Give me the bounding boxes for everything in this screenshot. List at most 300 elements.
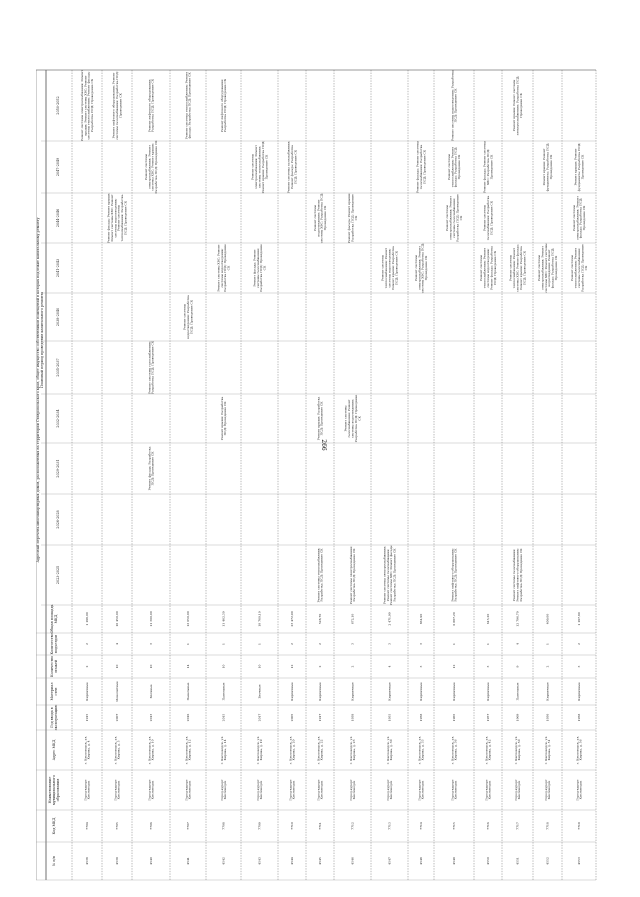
table-cell <box>419 682 423 701</box>
work-list-cell-line: системы теплоснабжения; Ремонт фасада; <box>86 71 91 140</box>
table-cell-line: 2 <box>318 665 322 668</box>
table-cell <box>575 779 582 801</box>
work-list-cell-line: фасада; Разработка ПСД; <box>550 247 555 289</box>
work-list-cell-line: Ремонт системы <box>537 254 541 282</box>
work-list-cell-line: системы водоотведения; <box>113 198 118 238</box>
table-cell <box>149 822 153 830</box>
table-cell-line: 10 <box>115 664 119 669</box>
table-cell-line: 4548 <box>419 857 423 865</box>
table-cell <box>290 714 294 722</box>
table-cell <box>516 665 520 667</box>
table-cell-line: 3 <box>387 643 392 645</box>
work-list-cell <box>574 143 585 192</box>
work-list-cell-line: Ремонт лифтового оборудования; <box>515 548 520 602</box>
work-list-cell-line: ПСД; Проведение СК <box>422 149 427 185</box>
table-cell-line: Кисловодск <box>116 780 121 800</box>
work-list-cell-line: системы ХВС; Разработка ПСД; <box>420 242 425 294</box>
work-list-cell-line: Ремонт фасада; Ремонт <box>252 249 257 287</box>
table-cell <box>149 857 153 865</box>
work-list-cell-line: фасада; Разработка ПСД; <box>578 197 583 239</box>
table-cell-line: 1 <box>545 643 550 645</box>
table-cell <box>544 779 551 801</box>
table-cell <box>290 643 294 645</box>
column-header <box>52 817 56 834</box>
work-list-cell <box>509 244 527 292</box>
work-list-cell-line: Ремонт системы <box>479 254 484 282</box>
work-list-cell <box>512 76 523 136</box>
table-cell-line: Кисловодск <box>420 780 425 800</box>
table-cell-line: Кисловодск <box>291 780 296 800</box>
column-header-line: 2038-2040 <box>56 307 60 327</box>
work-list-cell-line: Ремонт фасада; Ремонт крыши; <box>347 192 352 244</box>
table-cell-line: 10 <box>221 664 226 669</box>
column-header-line: Год ввода в <box>50 707 55 728</box>
table-cell-line: 2 471,90 <box>387 612 392 626</box>
table-cell-line: г. Кисловодск, ул. <box>575 735 580 765</box>
work-list-cell-line: СК <box>226 265 231 271</box>
work-list-cell <box>572 196 586 240</box>
table-cell-line: Кирпичные <box>350 682 355 701</box>
table-cell-line: 4552 <box>545 857 550 865</box>
column-header-line: Адрес МКД <box>52 739 56 761</box>
work-list-cell-line: системы газоснабжения; Разработка ПСД; <box>115 71 119 140</box>
work-list-cell-line: теплоснабжения; Ремонт <box>450 146 455 188</box>
table-cell <box>577 665 581 667</box>
column-header-line: 2026-2028 <box>56 510 60 529</box>
work-list-cell-line: теплоснабжения; Ремонт <box>573 247 578 289</box>
table-cell <box>115 714 119 722</box>
table-cell-line: Кисловодск <box>487 780 492 800</box>
work-list-cell <box>450 548 457 602</box>
table-cell-line: Блочные <box>257 684 262 699</box>
work-list-cell-line: системы водоотведения; <box>486 248 490 288</box>
table-cell <box>113 736 120 765</box>
table-cell <box>419 614 423 625</box>
work-list-cell-line: Ремонт системы ХВС; Ремонт <box>216 244 221 292</box>
work-list-cell-line: Проведение СК <box>264 154 269 180</box>
column-header-line: Количество <box>50 633 55 655</box>
table-cell <box>318 643 322 645</box>
work-list-cell-line: Ремонт системы <box>482 204 487 232</box>
table-cell-line: Кирпичные <box>387 682 392 701</box>
table-cell <box>516 643 520 645</box>
work-list-cell-line: Ремонт крыши; Ремонт <box>542 148 547 186</box>
table-cell-line: Город-курорт <box>385 779 390 801</box>
table-cell-line: 4550 <box>486 857 490 865</box>
table-cell <box>388 643 392 645</box>
work-list-cell-line: системы теплоснабжения; <box>257 145 262 189</box>
table-cell-line: Город-курорт <box>288 779 293 801</box>
table-cell <box>516 682 520 700</box>
table-cell-line: 2007 <box>115 713 119 722</box>
table-cell-line: 7708 <box>221 822 226 830</box>
table-cell-line: Кирова, д. 30 <box>389 739 394 761</box>
work-list-cell-line: Разработка ПСД; Проведение <box>455 194 460 242</box>
column-header-line: Код МКД <box>52 817 56 835</box>
table-cell <box>290 665 294 669</box>
table-cell <box>575 736 582 765</box>
table-cell <box>318 857 322 865</box>
table-cell-line: 1917 <box>318 713 322 722</box>
table-cell <box>351 822 355 830</box>
work-list-cell-line: Проведение СК <box>323 205 328 231</box>
table-cell <box>452 665 456 669</box>
table-cell <box>222 857 226 865</box>
table-cell-line: Кирова, д. 19 <box>259 739 264 761</box>
table-cell-line: 613,20 <box>486 613 490 625</box>
rotated-table-sheet <box>36 10 631 888</box>
table-cell-line: 2 <box>577 643 581 645</box>
period-group-header: Плановый период проведения капитального ремонта <box>40 291 44 389</box>
table-cell-line: Кирова, д. 5 <box>116 740 121 760</box>
table-cell <box>450 779 457 801</box>
table-cell <box>388 612 392 625</box>
column-header <box>56 409 60 427</box>
work-list-cell <box>450 70 457 141</box>
table-cell-line: 4542 <box>221 857 226 865</box>
column-header-line: МКД <box>53 614 58 624</box>
table-cell <box>546 822 550 830</box>
table-cell <box>258 822 262 830</box>
table-cell <box>388 714 392 722</box>
work-list-cell-line: Ремонт системы <box>182 303 187 331</box>
table-cell-line: Кирпичные <box>318 682 322 701</box>
table-cell-line: г. Кисловодск, ул. <box>316 735 321 765</box>
work-list-cell <box>479 246 497 290</box>
table-cell-line: 4541 <box>186 857 190 865</box>
table-cell <box>256 736 263 765</box>
work-list-cell <box>347 193 358 243</box>
table-cell <box>486 665 490 667</box>
work-list-cell-line: Проведение СК <box>580 154 585 180</box>
table-cell-line: г. Кисловодск, ул. <box>450 735 455 765</box>
table-cell-line: Кисловодск <box>259 780 264 800</box>
work-list-cell <box>483 140 494 192</box>
work-list-cell-line: Ремонт крыши; Разработка <box>390 246 395 290</box>
table-cell-line: Кирова, д. 36 <box>453 739 458 761</box>
work-list-cell-line: Ремонт системы электроснабжения; Ремонт <box>79 70 84 141</box>
work-list-cell-line: фундамента; Разработка ПСД; <box>577 142 581 192</box>
work-list-cell-line: Ремонт системы электроснабжения; <box>348 545 353 605</box>
table-cell-line: Кирпичные <box>85 682 89 701</box>
table-cell-line: Кирова, д. 20 <box>291 739 296 761</box>
table-cell <box>450 736 457 765</box>
work-list-cell <box>344 394 362 442</box>
table-cell-line: 2 <box>545 665 550 668</box>
table-cell-line: Город-курорт <box>575 779 580 801</box>
table-cell-line: 4538 <box>85 857 89 865</box>
table-cell <box>419 714 423 722</box>
work-list-cell-line: Ремонт крыши; Разработка ПСД; <box>260 140 265 194</box>
work-list-cell-line: газоснабжения; Разработка <box>419 144 423 190</box>
table-cell-line: Город-курорт <box>219 779 224 801</box>
table-cell-line: г. Кисловодск, ул. <box>113 735 118 765</box>
table-cell <box>546 682 550 701</box>
column-header <box>56 158 60 176</box>
work-list-cell-line: СК <box>458 215 463 221</box>
table-cell-line: Кирпичные <box>419 682 423 701</box>
work-list-cell-line: СК <box>583 265 588 271</box>
table-cell-line: 2015 <box>221 713 226 722</box>
table-cell <box>115 857 119 865</box>
work-list-cell-line: системы ХВС; Разработка ПСД; <box>319 192 324 244</box>
work-list-cell <box>252 244 266 292</box>
table-cell-line: 2 <box>350 665 355 668</box>
work-list-cell <box>216 244 230 292</box>
column-header-line: Материал <box>50 682 55 701</box>
work-list-cell-line: электроснабжения; Ремонт <box>147 145 152 189</box>
work-list-cell-line: Ремонт системы водоотведения; Разработка <box>450 70 455 141</box>
work-list-cell-line: системы ХВС; Ремонт фасада; <box>515 244 520 292</box>
work-list-cell <box>542 143 553 192</box>
table-cell-line: Город-курорт <box>450 779 455 801</box>
table-cell-line: Город-курорт <box>255 779 260 801</box>
work-list-cell-line: ПСД; Проведение СК <box>489 200 494 236</box>
table-cell-line: 4549 <box>452 857 456 865</box>
column-header <box>56 308 60 326</box>
work-list-cell-line: Ремонт системы <box>413 254 418 282</box>
table-cell <box>186 682 190 700</box>
table-cell-line: Кирова, д. 14 <box>223 739 228 761</box>
table-cell <box>147 779 154 801</box>
table-cell <box>258 643 262 645</box>
work-list-cell-line: Ремонт фасада; Ремонт крыши; <box>106 192 111 244</box>
work-list-cell-line: Ремонт системы <box>343 405 348 432</box>
table-cell-line: 1957 <box>486 713 490 722</box>
table-cell <box>220 736 227 765</box>
table-cell <box>290 857 294 865</box>
table-cell-line: 4545 <box>318 857 322 865</box>
work-list-cell-line: Проведение СК <box>518 93 523 118</box>
column-header <box>56 566 60 584</box>
table-cell-line: г. Кисловодск, ул. <box>385 735 390 765</box>
work-list-cell <box>349 546 356 604</box>
work-list-cell-line: Ремонт лифтового оборудования; <box>450 548 455 602</box>
table-cell <box>186 822 190 830</box>
table-cell-line: 4540 <box>149 857 153 865</box>
work-list-cell-line: Ремонт фасада; Разработка <box>489 246 494 290</box>
table-cell <box>386 736 393 765</box>
table-cell-line: 7704 <box>85 822 89 830</box>
table-cell-line: 12 796,70 <box>515 611 520 627</box>
work-list-cell-line: системы ХВС; Ремонт крыши; <box>150 143 155 191</box>
work-list-cell-line: теплоснабжения; Ремонт <box>512 247 517 289</box>
table-cell <box>85 612 89 625</box>
work-list-cell-line: водоотведения; Ремонт <box>316 199 321 237</box>
table-cell <box>85 682 89 701</box>
work-list-cell-line: Ремонт системы <box>250 153 255 181</box>
work-list-cell-line: Ремонт системы <box>571 204 576 232</box>
table-cell-line: Город-курорт <box>513 779 518 801</box>
table-cell-line: 1958 <box>419 713 423 722</box>
work-list-cell-line: Ремонт системы газоснабжения; <box>512 548 517 602</box>
table-cell-line: 4539 <box>115 857 119 865</box>
table-cell <box>258 714 262 722</box>
column-header <box>56 358 60 376</box>
table-cell-line: 861,90 <box>419 613 423 625</box>
table-cell <box>419 857 423 865</box>
table-cell <box>544 736 551 765</box>
table-cell-line: 3 <box>486 665 490 668</box>
work-list-cell-line: ПСД; Проведение СК <box>453 88 458 123</box>
table-cell <box>222 822 226 830</box>
table-cell <box>419 822 423 830</box>
table-cell <box>85 643 89 645</box>
table-cell-line: Кисловодск <box>86 780 91 800</box>
table-cell <box>222 611 226 626</box>
work-list-cell-line: Ремонт системы теплоснабжения; Ремонт <box>184 71 189 140</box>
work-list-cell <box>220 397 227 441</box>
table-cell <box>546 643 550 645</box>
table-cell-line: 7712 <box>350 822 355 830</box>
work-list-cell <box>313 193 327 243</box>
table-cell-line: 7707 <box>186 822 190 830</box>
table-cell-line: Город-курорт <box>543 779 548 801</box>
table-cell-line: Кирпичные <box>486 682 490 701</box>
table-cell-line: Кирова, д. 56 <box>578 739 583 761</box>
work-list-cell-line: Ремонт системы <box>446 153 451 181</box>
table-cell <box>318 822 322 830</box>
column-header-line: Количество <box>50 655 55 678</box>
page-number: 266 <box>320 439 327 451</box>
table-cell <box>486 714 490 722</box>
table-cell-line: 3 <box>350 643 355 645</box>
table-cell <box>149 684 153 698</box>
work-list-cell <box>447 146 461 187</box>
table-cell-line: г. Кисловодск, ул. <box>147 735 152 765</box>
work-list-cell-line: Ремонт лифтового оборудования; <box>147 78 152 133</box>
table-cell <box>318 665 322 667</box>
work-list-cell-line: ПСД; Проведение СК <box>189 299 194 335</box>
column-header-line: 2047-2049 <box>56 157 60 177</box>
table-cell <box>349 779 356 801</box>
table-cell <box>514 779 521 801</box>
column-header-line: 2050-2052 <box>56 96 60 115</box>
work-list-cell-line: Разработка ПСД; Проведение СК <box>319 548 324 602</box>
table-cell <box>85 822 89 830</box>
table-cell-line: 14 <box>186 664 190 669</box>
table-cell-line: 7711 <box>318 822 322 830</box>
work-list-cell-line: фасада; Разработка ПСД; <box>453 146 458 188</box>
table-cell <box>115 665 119 669</box>
table-cell-line: Кисловодск <box>187 780 192 800</box>
table-cell-line: 4544 <box>290 857 294 865</box>
table-cell <box>388 682 392 701</box>
table-cell <box>351 665 355 667</box>
table-cell-line: 7713 <box>387 822 392 830</box>
work-list-cell <box>251 141 269 194</box>
table-cell <box>184 779 191 801</box>
table-cell <box>452 857 456 865</box>
work-list-cell-line: Ремонт системы ХВС; Ремонт <box>109 194 114 242</box>
column-header <box>50 705 58 731</box>
table-cell-line: 1958 <box>577 713 581 722</box>
work-list-cell-line: ХВС; Разработка ПСД; <box>486 148 490 186</box>
table-cell <box>388 857 392 865</box>
table-cell <box>184 736 191 765</box>
table-cell <box>220 779 227 801</box>
table-cell-line: 11 300,00 <box>149 611 153 627</box>
work-list-cell <box>147 78 154 132</box>
table-cell <box>85 857 89 865</box>
table-cell <box>115 681 119 702</box>
table-cell-line: 1915 <box>85 713 89 722</box>
table-cell <box>83 779 90 801</box>
table-cell <box>516 857 520 865</box>
table-cell <box>486 643 490 645</box>
work-list-cell-line: электроснабжения; Ремонт <box>575 196 580 240</box>
table-cell <box>288 779 295 801</box>
column-header <box>56 510 60 528</box>
column-header-line: 2035-2037 <box>56 358 60 377</box>
work-list-cell-line: системы газоснабжения; <box>255 248 260 288</box>
work-list-cell-line: Ремонт системы газоснабжения; <box>385 548 390 602</box>
work-list-cell-line: Проведение СК <box>457 154 462 180</box>
table-cell-line: 23 472,90 <box>290 611 294 627</box>
table-cell <box>222 682 226 700</box>
work-list-cell-line: Проведение СК <box>118 93 123 118</box>
work-list-cell-line: Ремонт системы <box>380 254 385 282</box>
work-list-cell-line: Ремонт системы <box>143 153 148 181</box>
table-cell-line: 7715 <box>452 822 456 830</box>
table-cell <box>417 736 424 765</box>
table-cell-line: Город-курорт <box>484 779 489 801</box>
table-cell <box>256 779 263 801</box>
table-cell <box>486 614 490 625</box>
work-list-cell <box>147 340 154 394</box>
table-cell <box>577 822 581 830</box>
table-cell-line: г. Кисловодск, ул. <box>255 735 260 765</box>
column-header <box>50 656 58 677</box>
table-cell <box>452 612 456 625</box>
work-list-cell-line: ПСД; Проведение СК <box>123 200 128 236</box>
table-cell-line: г. Кисловодск, ул. <box>83 735 88 765</box>
table-cell-line: 4546 <box>350 857 355 865</box>
work-list-cell-line: электроснабжения; Разработка ПСД; <box>515 75 520 136</box>
table-cell <box>318 682 322 701</box>
table-cell <box>452 822 456 830</box>
table-cell-line: Город-курорт <box>184 779 189 801</box>
table-cell <box>386 779 393 801</box>
table-cell-line: 7719 <box>577 822 581 830</box>
table-cell-line: 12 050,00 <box>186 611 190 627</box>
work-list-cell-line: электроснабжения; Ремонт <box>448 196 453 240</box>
table-cell <box>486 857 490 865</box>
table-cell-line: 3 <box>419 643 423 645</box>
work-list-cell-line: ПСД; Проведение СК <box>150 451 155 486</box>
table-cell <box>351 857 355 865</box>
table-cell-line: Кирова, д. 33 <box>420 739 425 761</box>
work-list-cell-line: Разработка ПСД; Проведение <box>259 244 264 292</box>
table-cell-line: 1 <box>221 643 226 645</box>
table-cell <box>349 736 356 765</box>
table-cell-line: 1938 <box>350 713 355 722</box>
column-header <box>52 739 56 760</box>
table-cell-line: Кирова, д. 22 <box>319 739 324 761</box>
work-list-cell-line: ПСД; Проведение СК <box>492 250 497 286</box>
work-list-cell <box>381 246 399 290</box>
table-cell <box>288 736 295 765</box>
work-list-cell-line: ПСД; Проведение СК <box>223 401 228 436</box>
table-cell-line: Кирова, д. 51 <box>547 739 552 761</box>
table-cell <box>516 822 520 830</box>
table-cell-line: 7714 <box>419 822 423 830</box>
table-cell-line: Панельные <box>221 682 226 701</box>
work-list-cell-line: СК <box>353 215 358 221</box>
work-list-cell-line: Ремонт системы теплоснабжения; <box>316 547 321 603</box>
work-list-cell-line: Ремонт системы газоснабжения; <box>286 140 291 194</box>
table-cell <box>222 714 226 722</box>
